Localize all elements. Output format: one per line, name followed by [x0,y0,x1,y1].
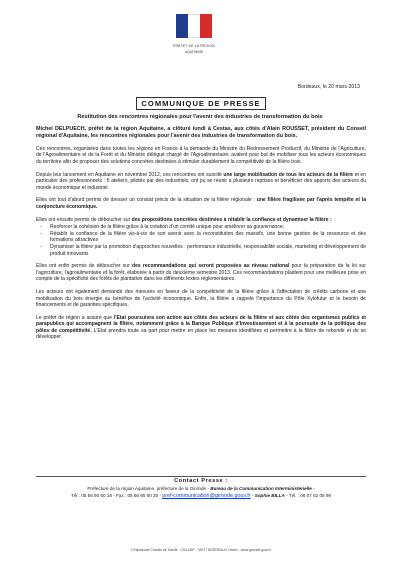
paragraph-7: Le préfet de région a assuré que l'Etat poursuivra son action aux côtés des acteurs de la filière et aux côtés des organismes publics et parapublics qui accompagnent la filière, notamment grâce à la Banque Publique d'Investissement et à la poursuite de la politique des pôles de compétitivité. L'Etat prendra toute sa part pour mettre en place les mesures identifiées et permettre à la filière de rebondir et de se développer. [36,314,366,341]
contact-details: Tél : 05 56 90 60 18 - Fax : 05 56 90 60 30 - pref-communication@gironde.gouv.fr - Sophie BILLA - Tél. : 06 07 62 05 99 [71,493,331,499]
lead-paragraph: Michel DELPUECH, préfet de la région Aquitaine, a clôturé lundi à Cestas, aux côtés d'Alain ROUSSET, président du Conseil régional d'Aquitaine, les rencontres régionales pour l'avenir des industries de transformation du bois. [36,126,366,139]
list-item: - Renforcer la cohésion de la filière grâce à la création d'un comité unique pour améliorer sa gouvernance; [50,224,366,231]
paragraph-3: Elles ont tout d'abord permis de dresser un constat précis de la situation de la filière régionale : une filière fragilisée par l'après tempête et la conjoncture économique. [36,197,366,210]
page-title: COMMUNIQUE DE PRESSE [136,97,266,110]
proposal-list [36,224,366,257]
paragraph-4: Elles ont ensuite permis de déboucher sur des propositions concrètes destinées à rétablir la confiance et dynamiser la filière : [36,216,332,223]
prefecture-logo [171,12,217,72]
contact-email-link[interactable]: pref-communication@gironde.gouv.fr [162,493,251,499]
list-item: - Dynamiser la filière par la promotion d'approches nouvelles : performance industrielle, responsabilité sociale, marketing et développement de produit innovants [50,244,366,257]
logo-line-1: PRÉFET DE LA RÉGION [173,44,215,48]
paragraph-5: Elles ont enfin permis de déboucher sur des recommandations qui seront proposées au niveau national pour la préparation de la loi sur l'agriculture, l'agroalimentaire et la forêt, élaborée à partir du deuxième semestre 2013. Ces recommandations plaident pour une meilleure prise en compte de la spécificité des forêts de plantation dans les différents textes réglementaires. [36,263,366,283]
paragraph-2: Depuis leur lancement en Aquitaine en novembre 2012, ces rencontres ont suscité une large mobilisation de tous les acteurs de la filière et en particulier des professionnels : 5 ateliers, pilotés par des industriels, ont pu se réunir à plusieurs reprises et bénéficier des apports des acteurs du monde économique et industriel. [36,171,366,191]
contact-title: Contact Presse : [174,478,228,484]
paragraph-6: Les acteurs ont également demandé des mesures en faveur de la compétitivité de la filière grâce à l'affectation de crédits carbone et une mobilisation du bois énergie au bénéfice de l'activité économique. Enfin, la filière a rappelé l'importance du Pôle Xylofutur et le besoin de financements et de garanties spécifiques. [36,288,366,309]
list-item: - Rétablir la confiance de la filière vis-à-vis de son avenir avec la reconstitution des massifs, une bonne gestion de la ressource et des formations attractives [50,231,366,244]
footer-address: 2 Esplanade Charles de Gaulle - CS41397 - 33077 BORDEAUX Cedex - www.gironde.gouv.fr [130,548,272,552]
contact-divider [36,476,366,477]
page-subtitle: Restitution des rencontres régionales pour l'avenir des industries de transformation du bois [77,114,323,120]
logo-line-2: AQUITAINE [184,50,204,54]
press-body [36,126,366,347]
contact-organization: Préfecture de la région Aquitaine, préfecture de la Gironde - Bureau de la Communication Interministérielle - [87,486,315,491]
paragraph-1: Ces rencontres, organisées dans toutes les régions en France à la demande du Ministre du Redressement Productif, du Ministre de l'Agriculture, de l'Agroalimentaire et de la Forêt et du Ministre délégué chargé de l'Agroalimentaire, avaient pour but de mobiliser tous les acteurs économiques du territoire afin de proposer des solutions concrètes destinées à stimuler durablement la compétitivité de la filière bois. [36,145,366,165]
release-date: Bordeaux, le 20 mars 2013 [297,84,360,90]
tricolor-flag-icon [176,14,212,38]
